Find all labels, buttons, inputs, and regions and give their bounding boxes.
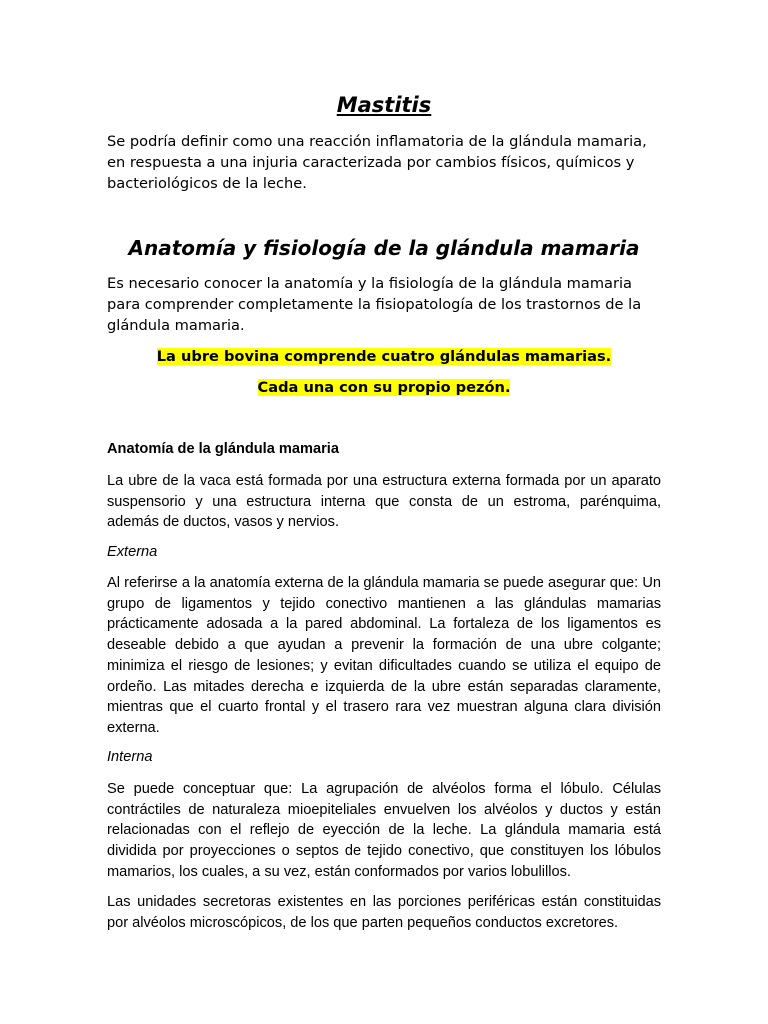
section-title: Anatomía y fisiología de la glándula mamaria [128, 236, 640, 260]
highlight-line-1 [107, 346, 661, 367]
subsection-title: Anatomía de la glándula mamaria [107, 441, 339, 457]
document-title: Mastitis [336, 93, 432, 117]
highlight-text-1: La ubre bovina comprende cuatro glándulas mamarias. [156, 348, 612, 365]
external-paragraph: Al referirse a la anatomía externa de la glándula mamaria se puede asegurar que: Un grupo de ligamentos y tejido conectivo mantienen a las glándulas mamarias prácticamente adosada a la pared abdominal. La fortaleza de los ligamentos es deseable debido a que ayudan a prevenir la formación de una ubre colgante; minimiza el riesgo de lesiones; y evitan dificultades cuando se utiliza el equipo de ordeño. Las mitades derecha e izquierda de la ubre están separadas claramente, mientras que el cuarto frontal y el trasero rara vez muestran alguna clara división externa. [107, 575, 661, 736]
intro-paragraph: Se podría definir como una reacción inflamatoria de la glándula mamaria, en respuesta a una injuria caracterizada por cambios físicos, químicos y bacteriológicos de la leche. [107, 133, 647, 192]
internal-paragraph: Se puede conceptuar que: La agrupación de alvéolos forma el lóbulo. Células contráctiles de naturaleza mioepiteliales envuelven los alvéolos y ductos y están relacionadas con el reflejo de eyección de la leche. La glándula mamaria está dividida por proyecciones o septos de tejido conectivo, que constituyen los lóbulos mamarios, los cuales, a su vez, están conformados por varios lobulillos. [107, 781, 661, 880]
highlight-text-2: Cada una con su propio pezón. [257, 379, 511, 396]
section-intro-paragraph: Es necesario conocer la anatomía y la fisiología de la glándula mamaria para comprender completamente la fisiopatología de los trastornos de la glándula mamaria. [107, 275, 642, 334]
external-heading: Externa [107, 544, 158, 560]
secretory-paragraph: Las unidades secretoras existentes en las porciones periféricas están constituidas por alvéolos microscópicos, de los que parten pequeños conductos excretores. [107, 894, 661, 931]
subsection-intro-paragraph: La ubre de la vaca está formada por una estructura externa formada por un aparato suspensorio y una estructura interna que consta de un estroma, parénquima, además de ductos, vasos y nervios. [107, 473, 661, 531]
highlight-line-2 [107, 377, 661, 398]
internal-heading: Interna [107, 749, 153, 765]
